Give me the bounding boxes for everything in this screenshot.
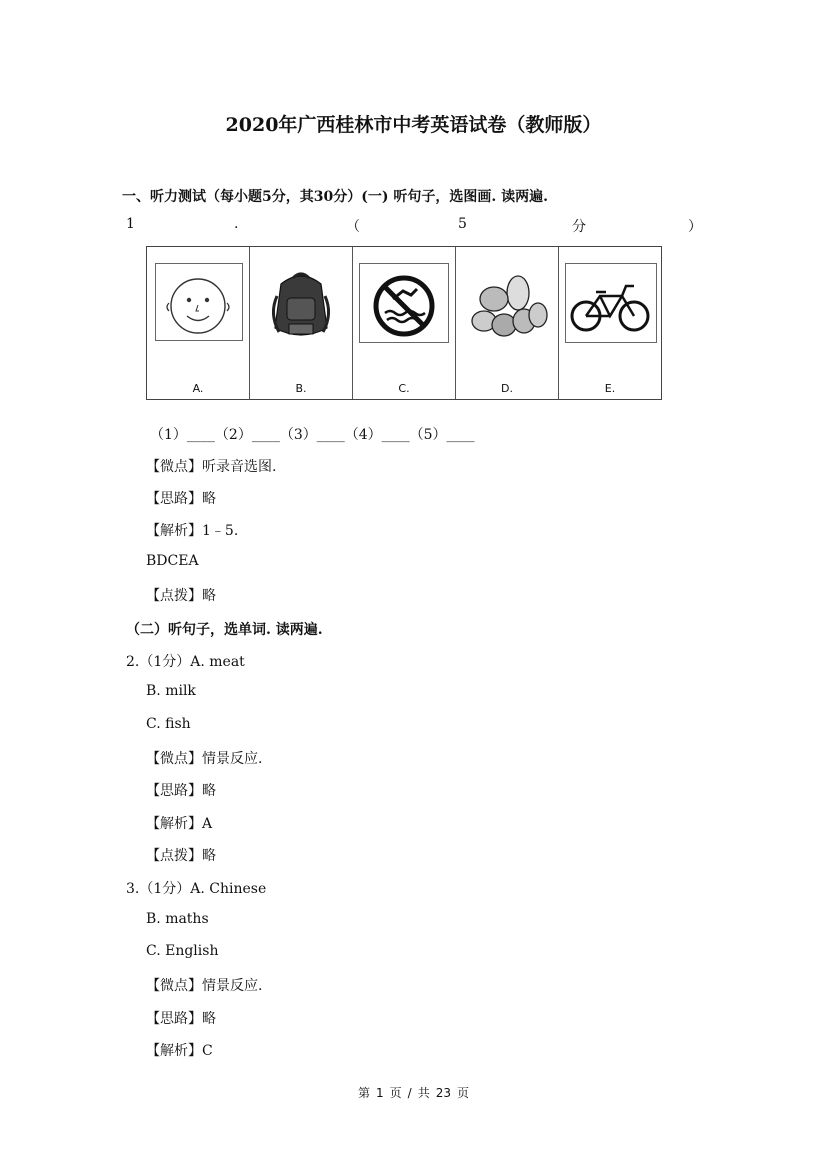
option-e-cell bbox=[559, 247, 661, 399]
q2-option-c: C. fish bbox=[146, 716, 191, 732]
q1-dot: . bbox=[234, 216, 239, 232]
footer-di: 第 bbox=[357, 1086, 370, 1100]
q1-picture-strip bbox=[146, 246, 662, 400]
q1-jiexi: 【解析】1﹣5. bbox=[146, 523, 239, 539]
q2-jiexi: 【解析】A bbox=[146, 816, 213, 832]
option-c-cell bbox=[353, 247, 456, 399]
page-title: 2020年广西桂林市中考英语试卷（教师版） bbox=[225, 114, 602, 136]
q3-option-a: 3.（1分）A. Chinese bbox=[126, 881, 267, 897]
q1-dianbo: 【点拨】略 bbox=[146, 588, 216, 604]
q2-weidian: 【微点】情景反应. bbox=[146, 751, 263, 767]
footer-ye2: 页 bbox=[457, 1086, 470, 1100]
section2-heading: （二）听句子，选单词. 读两遍. bbox=[126, 622, 323, 638]
no-swimming-sign-icon bbox=[371, 273, 437, 339]
backpack-icon bbox=[263, 266, 339, 346]
footer-total-pages: 23 bbox=[435, 1086, 451, 1100]
footer-page-number: 1 bbox=[376, 1086, 384, 1100]
q1-silu: 【思路】略 bbox=[146, 491, 216, 507]
option-a-cell bbox=[147, 247, 250, 399]
footer-ye: 页 bbox=[389, 1086, 402, 1100]
section1-heading: 一、听力测试（每小题5分，其30分）(一) 听句子，选图画. 读两遍. bbox=[122, 189, 548, 205]
q1-paren-open: （ bbox=[346, 219, 360, 235]
q1-paren-close: ） bbox=[688, 219, 702, 235]
bicycle-icon bbox=[568, 278, 652, 334]
option-e-label: E. bbox=[604, 382, 616, 395]
page-footer bbox=[0, 1084, 827, 1101]
q1-answer-blanks: （1）____（2）____（3）____（4）____（5）____ bbox=[150, 427, 475, 443]
q1-unit: 分 bbox=[572, 219, 586, 235]
eggs-icon bbox=[466, 269, 548, 343]
footer-slash: / bbox=[407, 1086, 412, 1100]
option-a-label: A. bbox=[192, 382, 204, 395]
q1-number: 1 bbox=[126, 216, 135, 232]
option-b-cell bbox=[250, 247, 353, 399]
q1-answer: BDCEA bbox=[146, 553, 199, 569]
option-b-label: B. bbox=[295, 382, 307, 395]
q3-option-b: B. maths bbox=[146, 911, 209, 927]
footer-gong: 共 bbox=[417, 1086, 430, 1100]
option-d-cell bbox=[456, 247, 559, 399]
face-icon bbox=[163, 271, 233, 341]
q3-weidian: 【微点】情景反应. bbox=[146, 978, 263, 994]
q3-silu: 【思路】略 bbox=[146, 1011, 216, 1027]
q1-weidian: 【微点】听录音选图. bbox=[146, 459, 277, 475]
q1-score: 5 bbox=[458, 216, 467, 232]
q3-option-c: C. English bbox=[146, 943, 219, 959]
option-c-label: C. bbox=[398, 382, 410, 395]
q2-dianbo: 【点拨】略 bbox=[146, 848, 216, 864]
q2-option-b: B. milk bbox=[146, 683, 196, 699]
option-d-label: D. bbox=[501, 382, 513, 395]
q3-jiexi: 【解析】C bbox=[146, 1043, 213, 1059]
q2-silu: 【思路】略 bbox=[146, 783, 216, 799]
q2-option-a: 2.（1分）A. meat bbox=[126, 654, 245, 670]
